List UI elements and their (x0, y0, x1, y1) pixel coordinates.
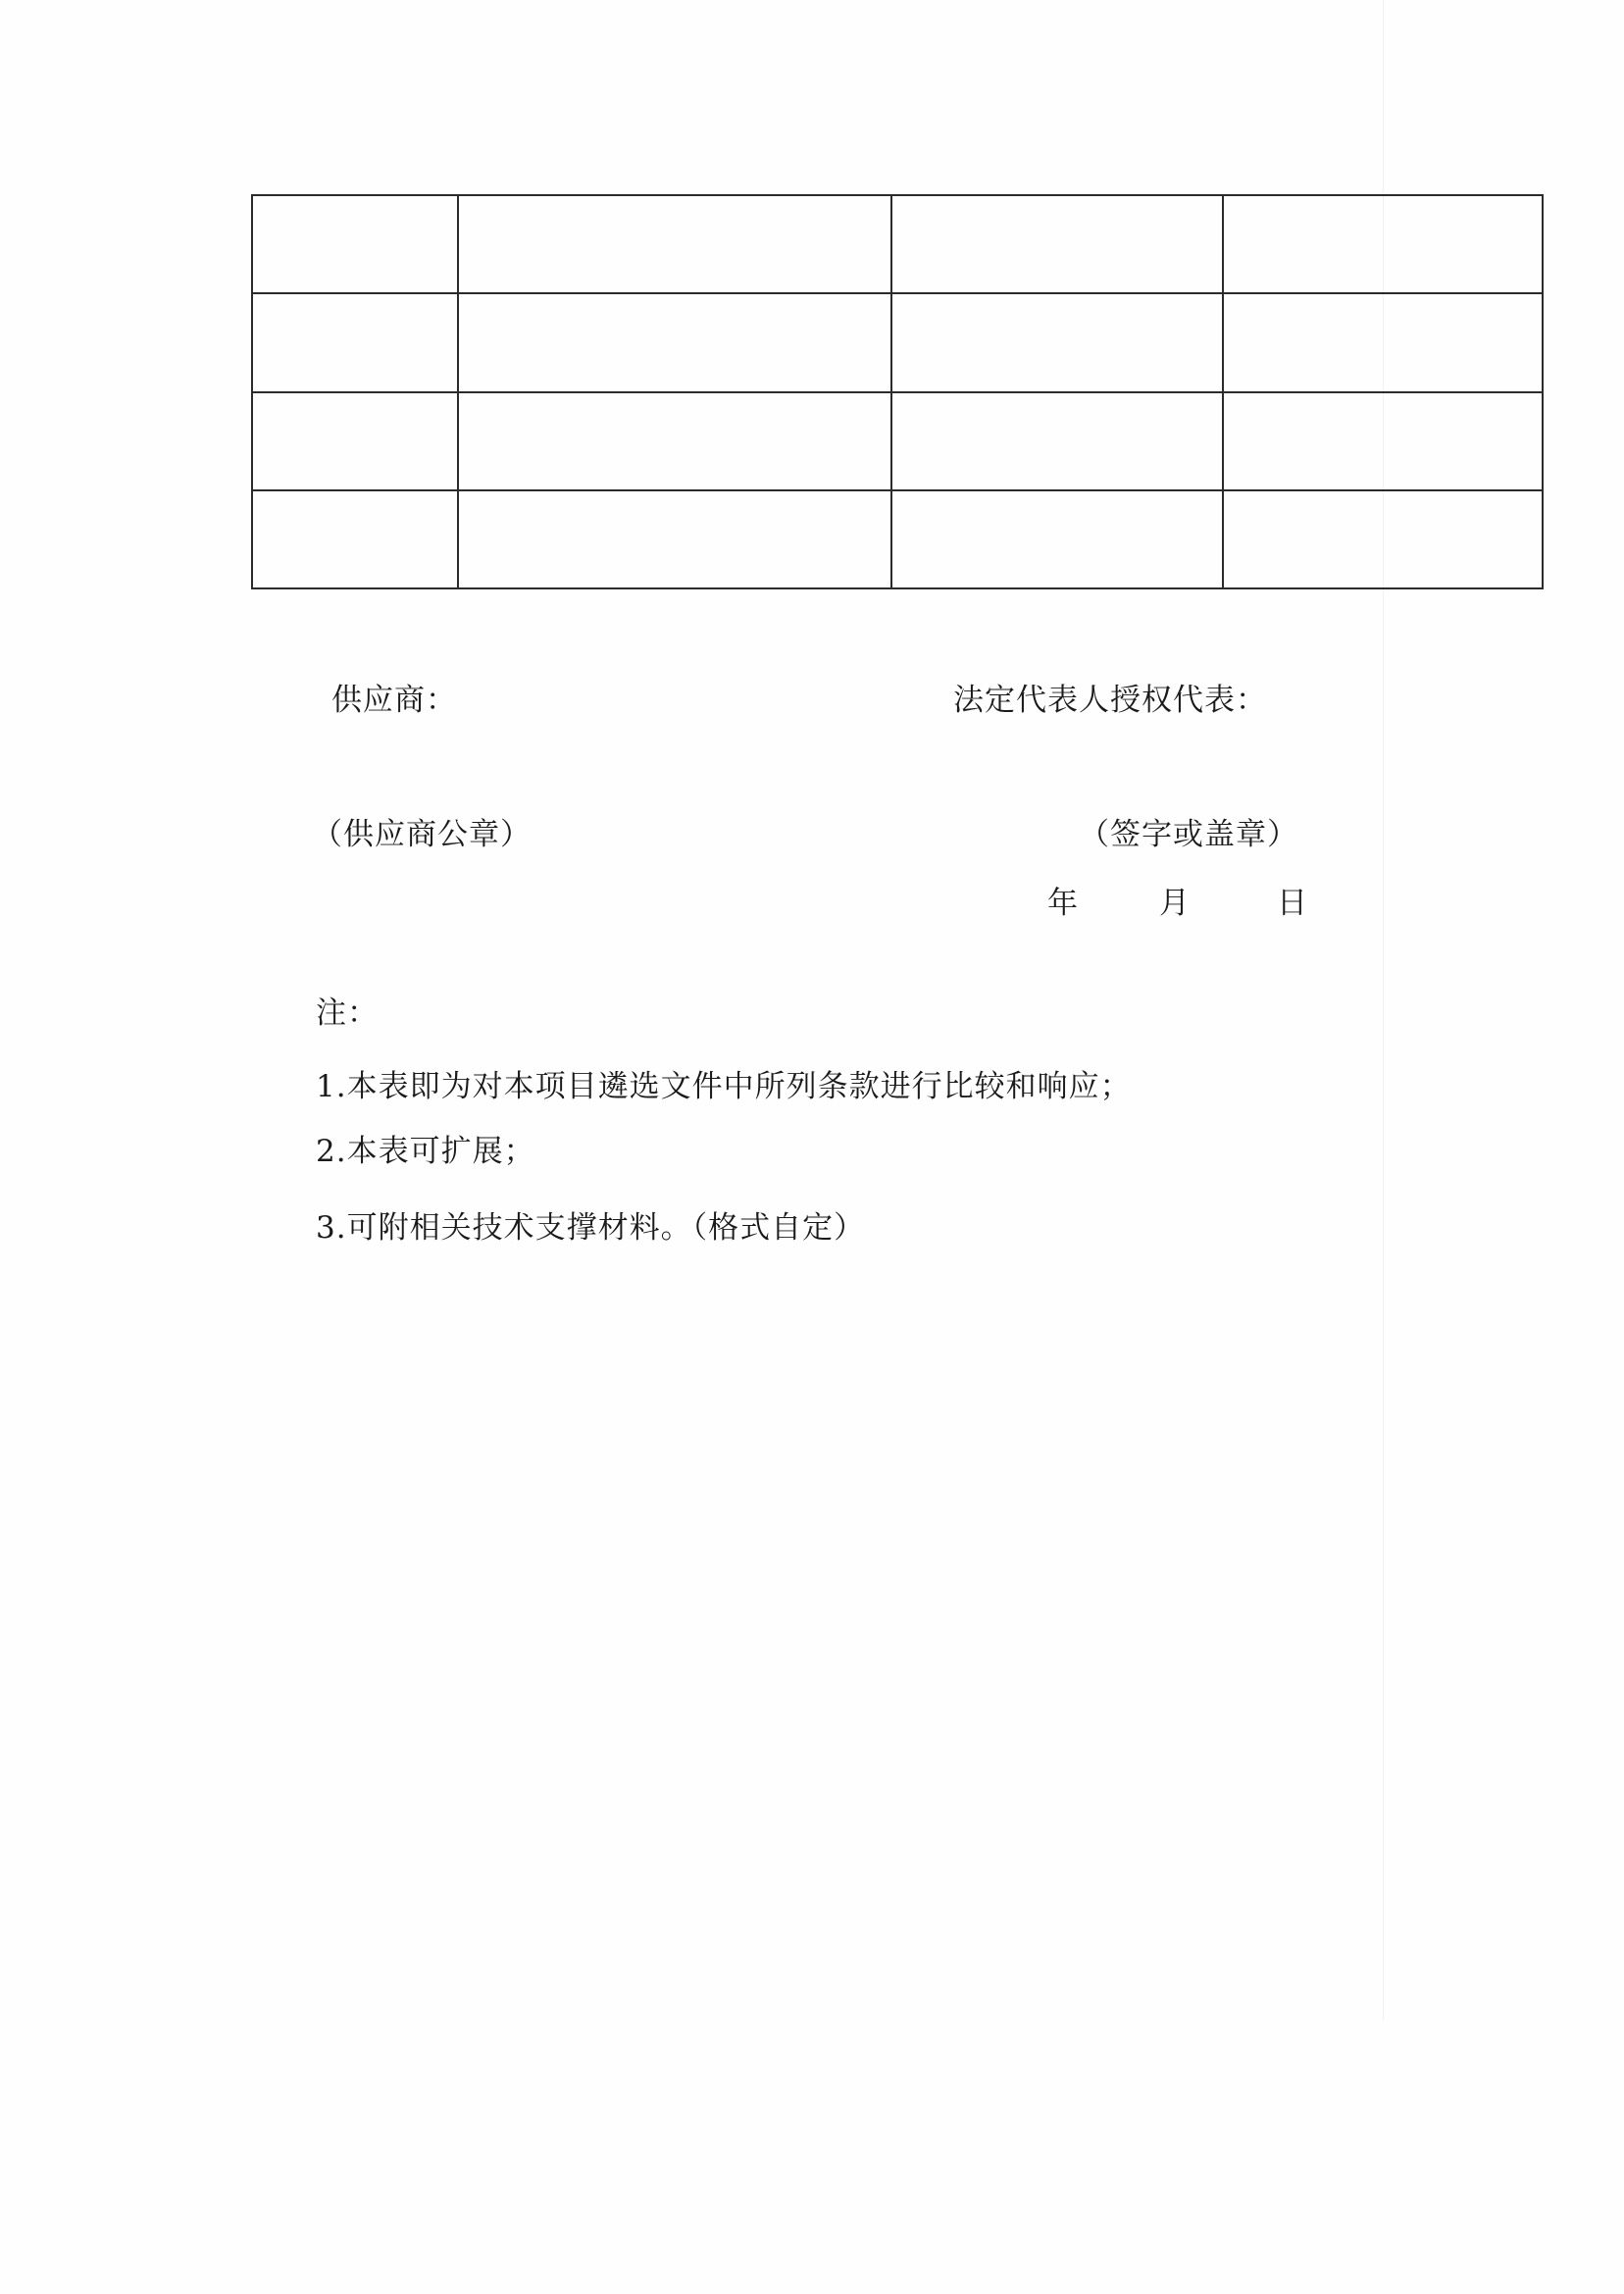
note-item: 1.本表即为对本项目遴选文件中所列条款进行比较和响应； (316, 1069, 1132, 1104)
table-cell (252, 490, 458, 588)
note-item: 3.可附相关技术支撑材料。（格式自定） (316, 1210, 866, 1246)
table-cell (458, 392, 891, 490)
table-cell (1223, 195, 1543, 293)
table-cell (891, 490, 1223, 588)
table-row (252, 392, 1543, 490)
date-month-label: 月 (1159, 886, 1191, 921)
table-cell (891, 392, 1223, 490)
table-cell (1223, 293, 1543, 391)
table-cell (252, 392, 458, 490)
table-row (252, 293, 1543, 391)
table-cell (458, 293, 891, 391)
table-row (252, 490, 1543, 588)
notes-title: 注： (316, 995, 379, 1031)
supplier-seal-label: （供应商公章） (312, 817, 532, 852)
supplier-label: 供应商： (331, 683, 457, 718)
authorized-representative-label: 法定代表人授权代表： (953, 683, 1267, 718)
table-row (252, 195, 1543, 293)
date-day-label: 日 (1277, 886, 1308, 921)
table-cell (458, 195, 891, 293)
table-cell (891, 293, 1223, 391)
table-cell (252, 293, 458, 391)
note-item: 2.本表可扩展； (316, 1134, 535, 1169)
sign-or-seal-label: （签字或盖章） (1079, 817, 1298, 852)
table-cell (891, 195, 1223, 293)
table-cell (252, 195, 458, 293)
table-cell (1223, 490, 1543, 588)
response-table (251, 194, 1544, 589)
date-year-label: 年 (1047, 886, 1079, 921)
table-cell (458, 490, 891, 588)
table-cell (1223, 392, 1543, 490)
